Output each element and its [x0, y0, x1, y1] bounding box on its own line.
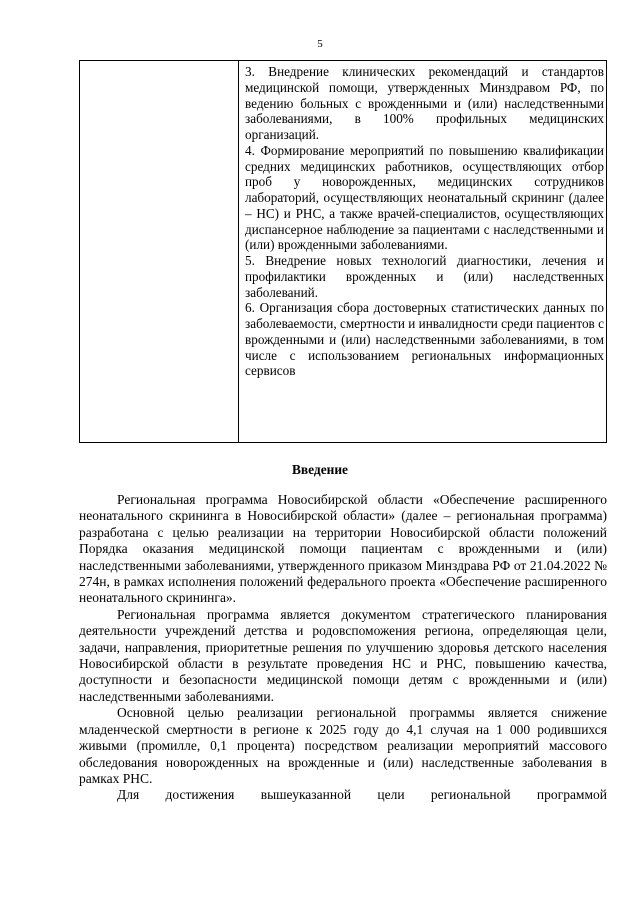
goals-table [79, 60, 607, 443]
paragraph: Региональная программа Новосибирской области «Обеспечение расширенного неонатального скрининга в Новосибирской области» (далее – региональная программа) разработана с целью реализации на территории Новосибирской области положений Порядка оказания медицинской помощи пациентам с врожденными и (или) наследственными заболеваниями, утвержденного приказом Минздрава РФ от 21.04.2022 № 274н, в рамках исполнения положений федерального проекта «Обеспечение расширенного неонатального скрининга». [79, 492, 607, 606]
goal-item: 5. Внедрение новых технологий диагностики, лечения и профилактики врожденных и (или) наследственных заболеваний. [245, 253, 604, 300]
section-body [79, 492, 607, 804]
goal-item: 3. Внедрение клинических рекомендаций и стандартов медицинской помощи, утвержденных Минздравом РФ, по ведению больных с врожденными и (или) наследственными заболеваниями, в 100% профильных медицинских организаций. [245, 64, 604, 142]
paragraph: Основной целью реализации региональной программы является снижение младенческой смертности в регионе к 2025 году до 4,1 случая на 1 000 родившихся живыми (промилле, 0,1 процента) посредством реализации мероприятий массового обследования новорожденных на врожденные и (или) наследственные заболевания в рамках РНС. [79, 705, 607, 786]
paragraph: Региональная программа является документом стратегического планирования деятельности учреждений детства и родовспоможения региона, определяющая цели, задачи, направления, приоритетные решения по улучшению здоровья детского населения Новосибирской области в результате проведения НС и РНС, повышению качества, доступности и безопасности медицинской помощи детям с врожденными и (или) наследственными заболеваниями. [79, 606, 607, 704]
section-heading: Введение [291, 462, 349, 477]
paragraph: Для достижения вышеуказанной цели региональной программой [117, 787, 607, 803]
goal-item: 4. Формирование мероприятий по повышению квалификации средних медицинских работников, осуществляющих отбор проб у новорожденных, медицинских сотрудников лабораторий, осуществляющих неонатальный скрининг (далее – НС) и РНС, а также врачей-специалистов, осуществляющих диспансерное наблюдение за пациентами с наследственными и (или) врожденными заболеваниями. [245, 142, 604, 253]
page-number: 5 [317, 38, 323, 50]
table-left-cell [80, 61, 239, 442]
table-right-cell [245, 64, 604, 379]
goal-item: 6. Организация сбора достоверных статистических данных по заболеваемости, смертности и инвалидности среди пациентов с врожденными и (или) наследственными заболеваниями, в том числе с использованием региональных информационных сервисов [245, 300, 604, 379]
